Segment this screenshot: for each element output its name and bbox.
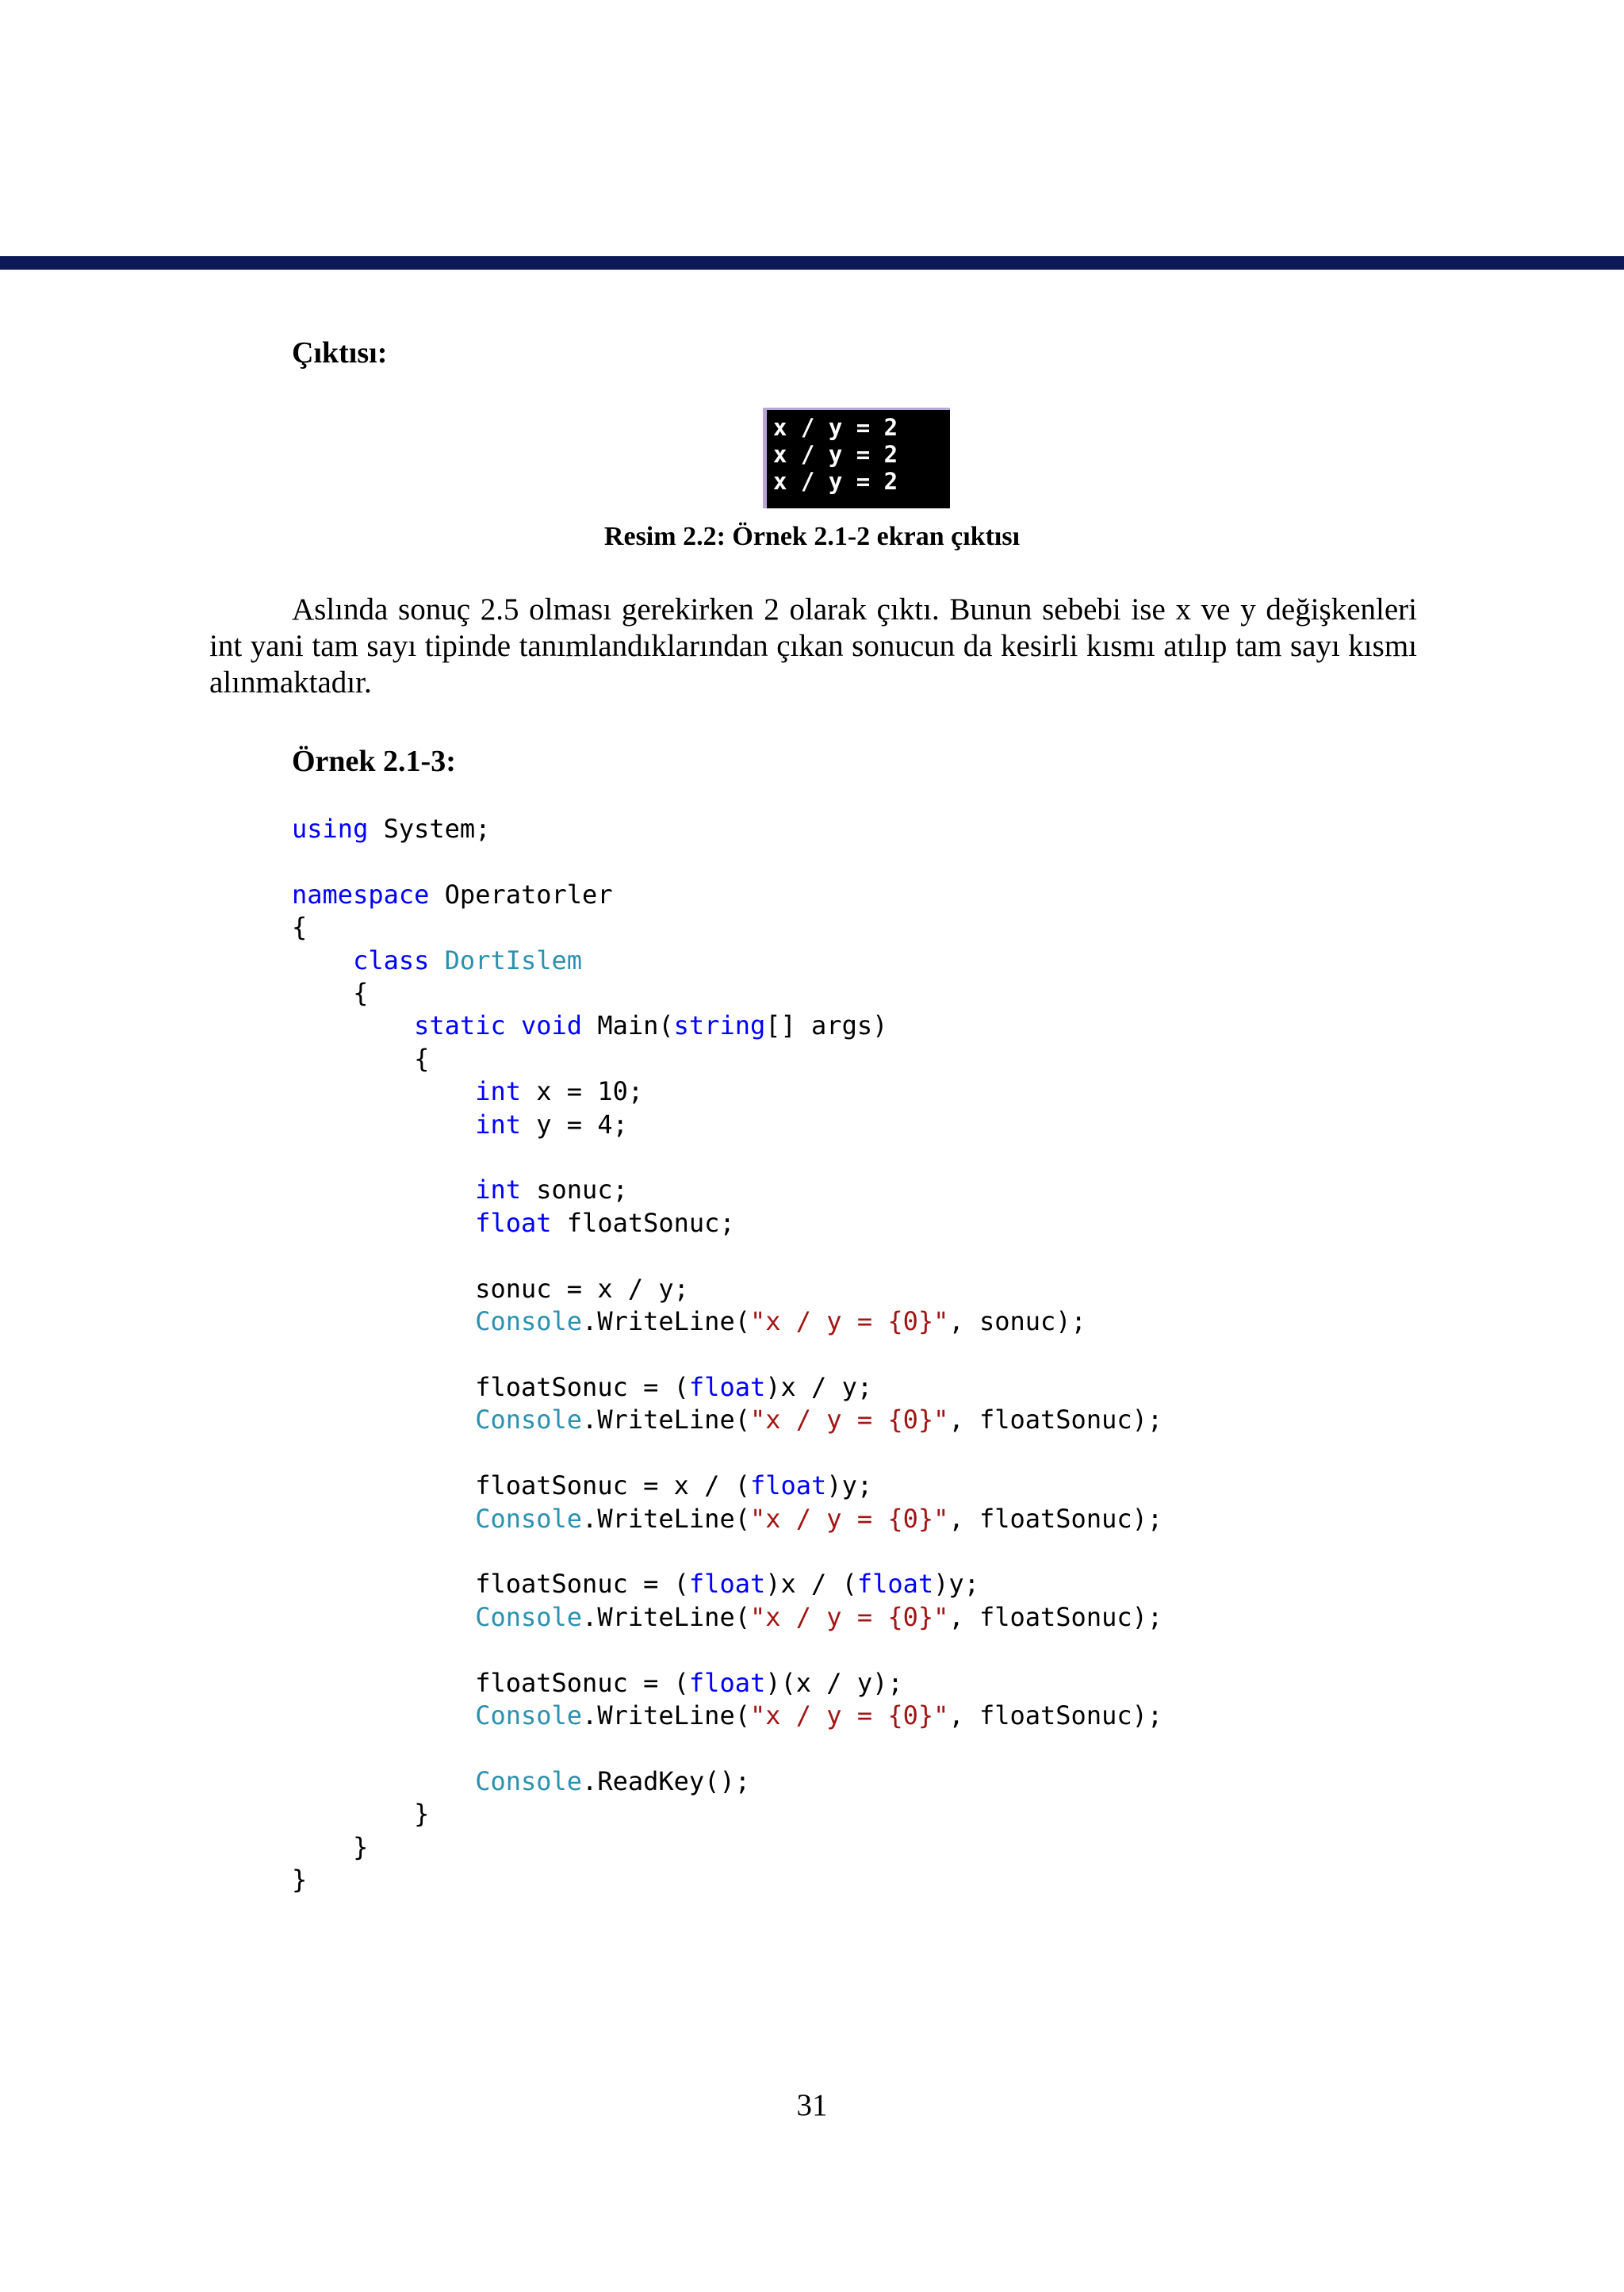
code-string: "x / y = {0}" <box>749 1503 949 1534</box>
code-line <box>292 1404 1162 1436</box>
figure-caption: Resim 2.2: Örnek 2.1-2 ekran çıktısı <box>603 522 1021 551</box>
code-text: , floatSonuc); <box>948 1503 1163 1534</box>
code-text: floatSonuc; <box>551 1207 735 1238</box>
console-line: x / y = 2 <box>773 441 898 468</box>
code-text: [] args) <box>765 1010 888 1041</box>
code-text <box>292 1504 475 1534</box>
code-line <box>292 1667 1162 1700</box>
code-text: , floatSonuc); <box>948 1601 1163 1632</box>
code-text <box>292 1766 475 1796</box>
code-text <box>292 1602 475 1632</box>
code-text <box>292 1110 475 1140</box>
code-text: sonuc = x / y; <box>292 1273 689 1304</box>
code-line <box>292 1437 1162 1470</box>
code-line <box>292 1240 1162 1272</box>
code-text <box>292 1076 475 1106</box>
code-text: { <box>292 912 308 943</box>
code-line <box>292 1503 1162 1535</box>
code-string: "x / y = {0}" <box>749 1700 949 1730</box>
body-paragraph: Aslında sonuç 2.5 olması gerekirken 2 olarak çıktı. Bunun sebebi ise x ve y değişkenleri int yani tam sayı tipinde tanımlandıklarından çıkan sonucun da kesirli kısmı atılıp tam sayı kısmı alınmaktadır. <box>209 592 1417 699</box>
code-text: Main( <box>582 1010 674 1041</box>
code-line <box>292 813 1162 845</box>
code-text: .WriteLine( <box>582 1700 750 1730</box>
code-text: } <box>292 1831 369 1862</box>
code-line <box>292 1568 1162 1600</box>
code-line <box>292 1339 1162 1371</box>
code-line <box>292 1305 1162 1338</box>
code-keyword: using <box>292 814 369 844</box>
code-text <box>292 1175 475 1205</box>
code-text: floatSonuc = x / ( <box>292 1470 750 1501</box>
code-line <box>292 845 1162 878</box>
code-text: { <box>292 1043 430 1074</box>
code-text <box>292 1306 475 1336</box>
code-keyword: void <box>520 1010 583 1041</box>
code-line <box>292 1765 1162 1798</box>
console-output-screenshot <box>763 408 950 508</box>
code-keyword: int <box>475 1109 521 1140</box>
code-line <box>292 1371 1162 1404</box>
code-text: )x / ( <box>765 1569 857 1600</box>
code-keyword: namespace <box>292 879 430 910</box>
code-text: , sonuc); <box>948 1306 1086 1337</box>
console-line: x / y = 2 <box>773 468 898 495</box>
code-text <box>292 945 353 975</box>
code-line <box>292 1043 1162 1075</box>
code-text: .WriteLine( <box>582 1306 750 1337</box>
code-listing <box>292 813 1162 1896</box>
code-line <box>292 879 1162 911</box>
code-keyword: string <box>673 1010 766 1041</box>
code-type: Console <box>475 1700 583 1730</box>
output-heading: Çıktısı: <box>292 336 388 370</box>
code-text: System; <box>368 814 491 844</box>
code-line <box>292 945 1162 977</box>
code-line <box>292 1798 1162 1830</box>
code-line <box>292 1174 1162 1206</box>
code-keyword: class <box>353 945 430 975</box>
code-type: DortIslem <box>444 945 583 975</box>
code-string: "x / y = {0}" <box>749 1405 949 1435</box>
code-keyword: float <box>475 1207 552 1238</box>
code-line <box>292 977 1162 1010</box>
code-keyword: float <box>688 1371 766 1402</box>
code-text: floatSonuc = ( <box>292 1667 689 1698</box>
code-text: )(x / y); <box>765 1667 903 1698</box>
code-type: Console <box>475 1601 583 1632</box>
code-line <box>292 1273 1162 1305</box>
code-line <box>292 1601 1162 1634</box>
code-line <box>292 1700 1162 1732</box>
code-text: floatSonuc = ( <box>292 1569 689 1600</box>
code-text <box>292 1700 475 1730</box>
code-text: { <box>292 978 369 1009</box>
code-text: , floatSonuc); <box>948 1700 1163 1730</box>
code-text: } <box>292 1865 308 1895</box>
code-text: .WriteLine( <box>582 1405 750 1435</box>
code-text <box>292 1208 475 1238</box>
code-text: } <box>292 1799 430 1830</box>
code-string: "x / y = {0}" <box>749 1306 949 1337</box>
code-text: y = 4; <box>520 1109 628 1140</box>
code-line <box>292 1864 1162 1896</box>
code-text: )y; <box>933 1569 979 1600</box>
code-text <box>292 1010 414 1041</box>
console-line: x / y = 2 <box>773 414 898 441</box>
code-text: )y; <box>826 1470 873 1501</box>
code-keyword: int <box>475 1076 521 1107</box>
code-text: .ReadKey(); <box>582 1765 750 1796</box>
code-text <box>506 1010 521 1041</box>
code-text: x = 10; <box>520 1076 644 1107</box>
code-line <box>292 911 1162 944</box>
code-string: "x / y = {0}" <box>749 1601 949 1632</box>
code-keyword: float <box>688 1667 766 1698</box>
code-text: .WriteLine( <box>582 1601 750 1632</box>
code-line <box>292 1732 1162 1765</box>
code-text <box>429 945 444 975</box>
code-text: .WriteLine( <box>582 1503 750 1534</box>
code-line <box>292 1141 1162 1174</box>
code-line <box>292 1831 1162 1864</box>
code-line <box>292 1075 1162 1108</box>
code-text: floatSonuc = ( <box>292 1371 689 1402</box>
code-line <box>292 1010 1162 1042</box>
code-keyword: int <box>475 1175 521 1205</box>
code-type: Console <box>475 1765 583 1796</box>
page-number: 31 <box>796 2088 828 2122</box>
code-keyword: float <box>688 1569 766 1600</box>
code-line <box>292 1207 1162 1240</box>
code-text <box>292 1405 475 1435</box>
code-text: )x / y; <box>765 1371 873 1402</box>
code-type: Console <box>475 1503 583 1534</box>
code-text: , floatSonuc); <box>948 1405 1163 1435</box>
code-type: Console <box>475 1306 583 1337</box>
code-text: sonuc; <box>520 1175 628 1205</box>
header-rule <box>0 256 1624 270</box>
code-keyword: static <box>414 1010 506 1041</box>
example-heading: Örnek 2.1-3: <box>292 745 456 778</box>
code-line <box>292 1634 1162 1666</box>
code-line <box>292 1470 1162 1502</box>
code-line <box>292 1109 1162 1141</box>
code-line <box>292 1535 1162 1568</box>
code-keyword: float <box>749 1470 827 1501</box>
code-keyword: float <box>856 1569 934 1600</box>
code-text: Operatorler <box>429 879 613 910</box>
code-type: Console <box>475 1405 583 1435</box>
